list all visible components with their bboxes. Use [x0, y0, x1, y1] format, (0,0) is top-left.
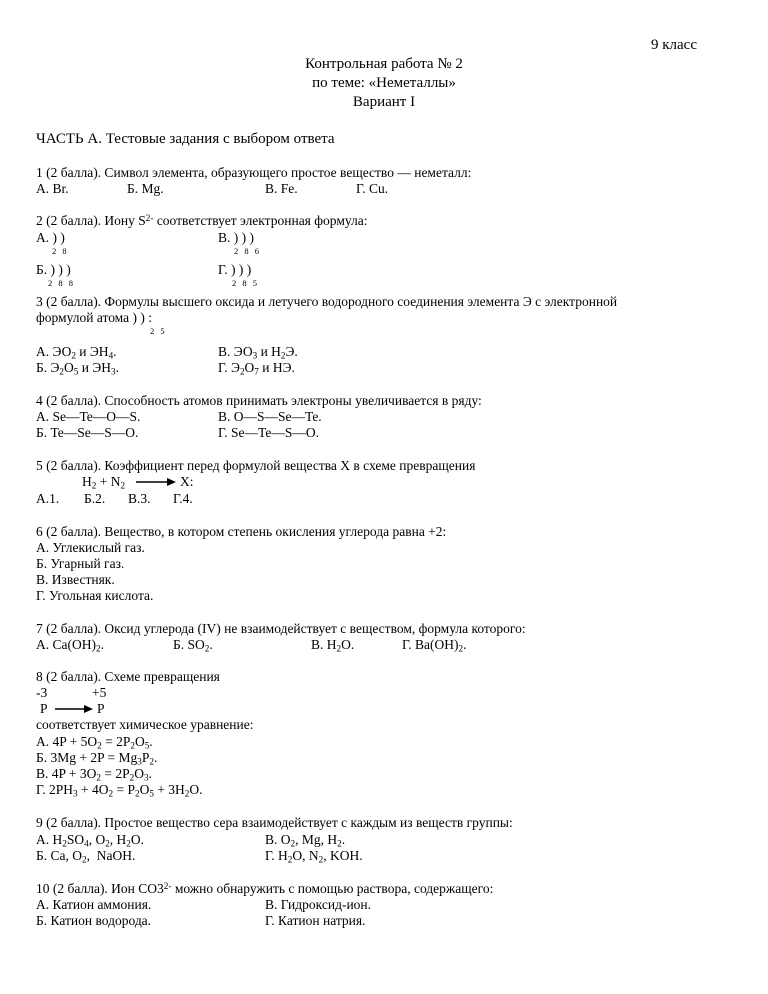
q2-option-c-electrons: 2 8 8	[48, 278, 75, 288]
q10-option-c: Б. Катион водорода.	[36, 913, 152, 928]
q7-option-c: В. $H_2O$.	[311, 637, 355, 654]
q5-option-b: Б.2.	[84, 491, 106, 506]
document-title: Контрольная работа № 2	[305, 56, 463, 72]
q10-option-d: Г. Катион натрия.	[265, 913, 366, 928]
q8-option-d: Г. $2PH_3 + 4O_2 = P_2O_5 + 3H_2O$.	[36, 782, 203, 799]
q8-option-a: А. $4P + 5O_2 = 2P_2O_5$.	[36, 734, 153, 751]
q8-oxidation-left: -3	[36, 685, 48, 700]
q4-option-c: Б. Te—Se—S—O.	[36, 425, 139, 440]
q4-option-b: В. O—S—Se—Te.	[218, 409, 322, 424]
question-8: 8 (2 балла). Схеме превращения	[36, 669, 220, 684]
q2-option-a: А. ) )	[36, 230, 65, 245]
q1-option-a: А. Br.	[36, 181, 69, 196]
grade-label: 9 класс	[651, 37, 697, 53]
q7-option-b: Б. $SO_2$.	[173, 637, 213, 654]
document-variant: Вариант I	[352, 94, 416, 110]
q1-option-c: В. Fe.	[265, 181, 298, 196]
q3-electrons: 2 5	[150, 326, 167, 336]
q5-reaction-arrow	[136, 476, 176, 488]
q2-option-c: Б. ) ) )	[36, 262, 71, 277]
question-3-line-1: 3 (2 балла). Формулы высшего оксида и летучего водородного соединения элемента Э с электронной	[36, 294, 618, 309]
question-3-line-2: формулой атома ) ) :	[36, 310, 152, 325]
q8-reaction-arrow	[55, 703, 95, 715]
q5-option-a: А.1.	[36, 491, 60, 506]
q2-option-d-electrons: 2 8 5	[232, 278, 259, 288]
q4-option-a: А. Se—Te—O—S.	[36, 409, 141, 424]
q2-option-b: В. ) ) )	[218, 230, 254, 245]
question-10: 10 (2 балла). Ион $CO3^{2-}$ можно обнаружить с помощью раствора, содержащего:	[36, 880, 494, 896]
question-2: 2 (2 балла). Иону $S^{2-}$ соответствует электронная формула:	[36, 212, 368, 228]
q4-option-d: Г. Se—Te—S—O.	[218, 425, 319, 440]
q2-option-a-electrons: 2 8	[52, 246, 69, 256]
q6-option-a: А. Углекислый газ.	[36, 540, 145, 555]
q10-option-b: В. Гидроксид-ион.	[265, 897, 372, 912]
q8-option-b: Б. $3Mg + 2P = Mg_3P_2$.	[36, 750, 158, 767]
q6-option-d: Г. Угольная кислота.	[36, 588, 154, 603]
q5-scheme-left: $H_2 + N_2$	[82, 474, 126, 491]
q9-option-a: А. $H_2SO_4$, $O_2$, $H_2O$.	[36, 832, 145, 849]
q8-oxidation-right: +5	[92, 685, 107, 700]
q10-option-a: А. Катион аммония.	[36, 897, 152, 912]
q8-phosphorus-right: P	[97, 701, 105, 716]
question-4: 4 (2 балла). Способность атомов принимать электроны увеличивается в ряду:	[36, 393, 482, 408]
q8-answer-intro: соответствует химическое уравнение:	[36, 717, 254, 732]
q3-option-d: Г. $Э_2О_7$ и НЭ.	[218, 360, 295, 377]
q3-option-a: А. $ЭО_2$ и $ЭН_4$.	[36, 344, 117, 361]
q2-option-d: Г. ) ) )	[218, 262, 252, 277]
q1-option-d: Г. Cu.	[356, 181, 389, 196]
q5-option-d: Г.4.	[173, 491, 193, 506]
q8-phosphorus-left: P	[40, 701, 48, 716]
q6-option-c: В. Известняк.	[36, 572, 115, 587]
document-topic: по теме: «Неметаллы»	[312, 75, 456, 91]
q7-option-a: А. $Ca(OH)_2$.	[36, 637, 104, 654]
q9-option-c: Б. Ca, $O_2$, NaOH.	[36, 848, 136, 865]
q9-option-d: Г. $H_2O$, $N_2$, KOH.	[265, 848, 363, 865]
question-1: 1 (2 балла). Символ элемента, образующего простое вещество — неметалл:	[36, 165, 472, 180]
q6-option-b: Б. Угарный газ.	[36, 556, 125, 571]
q1-option-b: Б. Mg.	[127, 181, 164, 196]
q8-option-c: В. $4P + 3O_2 = 2P_2O_3$.	[36, 766, 152, 783]
q3-option-b: В. $ЭО_3$ и $Н_2Э$.	[218, 344, 298, 361]
q5-scheme-right: X:	[180, 474, 194, 489]
q7-option-d: Г. $Ba(OH)_2$.	[402, 637, 467, 654]
q2-option-b-electrons: 2 8 6	[234, 246, 261, 256]
question-7: 7 (2 балла). Оксид углерода (IV) не взаимодействует с веществом, формула которого:	[36, 621, 526, 636]
question-5: 5 (2 балла). Коэффициент перед формулой вещества Х в схеме превращения	[36, 458, 476, 473]
question-6: 6 (2 балла). Вещество, в котором степень окисления углерода равна +2:	[36, 524, 447, 539]
question-9: 9 (2 балла). Простое вещество сера взаимодействует с каждым из веществ группы:	[36, 815, 513, 830]
part-a-heading: ЧАСТЬ А. Тестовые задания с выбором ответа	[36, 131, 335, 147]
q5-option-c: В.3.	[128, 491, 151, 506]
q3-option-c: Б. $Э_2О_5$ и $ЭН_3$.	[36, 360, 119, 377]
q9-option-b: В. $O_2$, Mg, $H_2$.	[265, 832, 346, 849]
